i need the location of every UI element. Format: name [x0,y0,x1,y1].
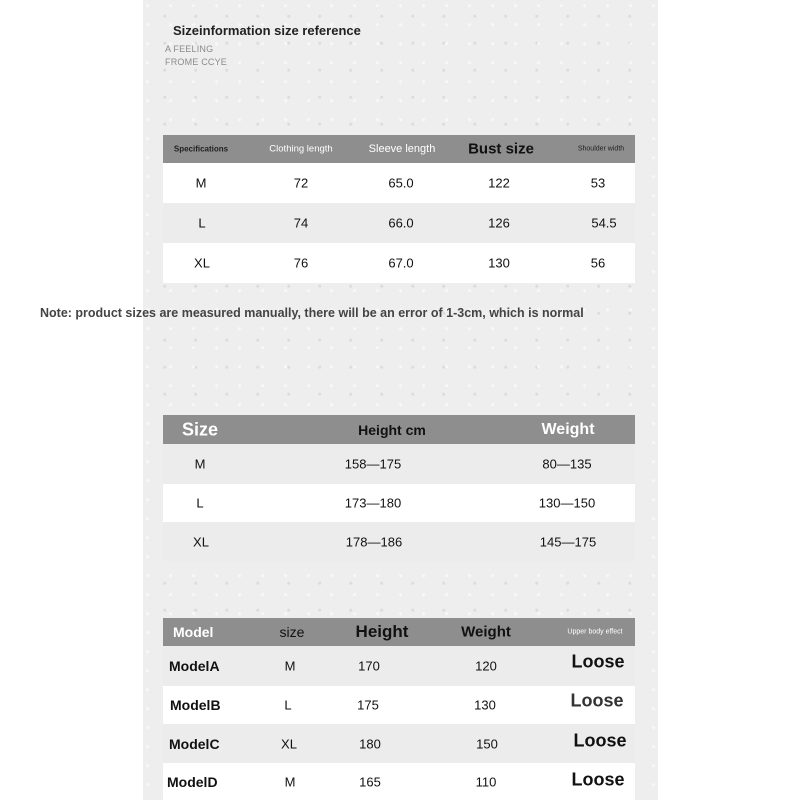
table-cell: 74 [293,215,309,231]
header-cell: Model [173,624,214,640]
table-cell: 126 [488,215,510,231]
table-row [163,646,635,686]
table-cell: ModelC [169,735,220,752]
table-cell: 175 [357,697,379,713]
header-cell: Shoulder width [577,145,625,153]
table-cell: Loose [570,690,624,711]
table-cell: 158—175 [344,456,402,472]
table-cell: 122 [488,175,510,191]
table-header [163,618,635,646]
table-row [163,484,635,522]
table-cell: M [194,456,206,472]
table-cell: 130—150 [538,495,596,511]
table-cell: XL [281,736,297,751]
table-cell: 130 [488,255,510,271]
measurement-note: Note: product sizes are measured manually, there will be an error of 1-3cm, which is normal [40,306,584,320]
table-cell: 165 [359,774,381,789]
table-cell: 145—175 [539,534,597,549]
fit-recommendation-table [163,415,635,561]
page-title: Sizeinformation size reference [173,23,361,38]
table-cell: 54.5 [591,215,617,231]
table-cell: 150 [476,736,498,751]
header-cell: Clothing length [269,143,333,155]
table-cell: 173—180 [344,495,402,511]
header-cell: Weight [541,420,595,438]
table-cell: ModelA [169,658,220,674]
table-row [163,724,635,763]
table-row [163,763,635,800]
table-cell: L [284,697,292,713]
table-cell: 180 [359,736,381,751]
model-reference-table [163,618,635,800]
table-cell: L [196,495,204,511]
table-cell: XL [193,534,209,549]
table-cell: Loose [571,769,625,789]
table-row [163,444,635,484]
brand-tagline-line-2: FROME CCYE [165,57,228,67]
table-cell: 110 [475,774,497,789]
header-cell: Weight [461,623,511,641]
brand-tagline [165,43,227,69]
header-cell: Height [355,622,409,641]
table-row [163,163,635,203]
table-cell: 56 [590,255,606,271]
table-cell: M [284,774,296,789]
table-cell: M [195,175,207,191]
table-row [163,522,635,561]
table-row [163,686,635,724]
table-header [163,135,635,163]
header-cell: Bust size [468,140,534,158]
size-measurement-table [163,135,635,283]
header-cell: size [279,624,305,640]
table-cell: 80—135 [542,456,592,472]
table-cell: 170 [358,658,380,674]
table-cell: 178—186 [345,534,403,549]
table-cell: 120 [475,658,497,674]
header-cell: Sleeve length [368,143,436,155]
table-cell: ModelB [170,697,221,713]
table-cell: L [198,215,206,231]
table-row [163,243,635,283]
table-cell: M [284,658,296,674]
table-header [163,415,635,444]
brand-tagline-line-1: A FEELING [165,44,214,54]
header-cell: Upper body effect [567,628,623,636]
table-row [163,203,635,243]
header-cell: Size [182,419,219,439]
table-cell: ModelD [167,773,218,790]
table-cell: 53 [590,175,606,191]
table-cell: 65.0 [388,175,414,191]
table-cell: 130 [474,697,496,713]
header-cell: Height cm [358,421,426,438]
header-cell: Specifications [173,144,229,154]
table-cell: Loose [571,651,625,672]
table-cell: Loose [573,730,627,750]
table-cell: XL [194,255,210,271]
table-cell: 76 [293,255,309,271]
table-cell: 66.0 [388,215,414,231]
table-cell: 72 [293,175,309,191]
table-cell: 67.0 [388,255,414,271]
